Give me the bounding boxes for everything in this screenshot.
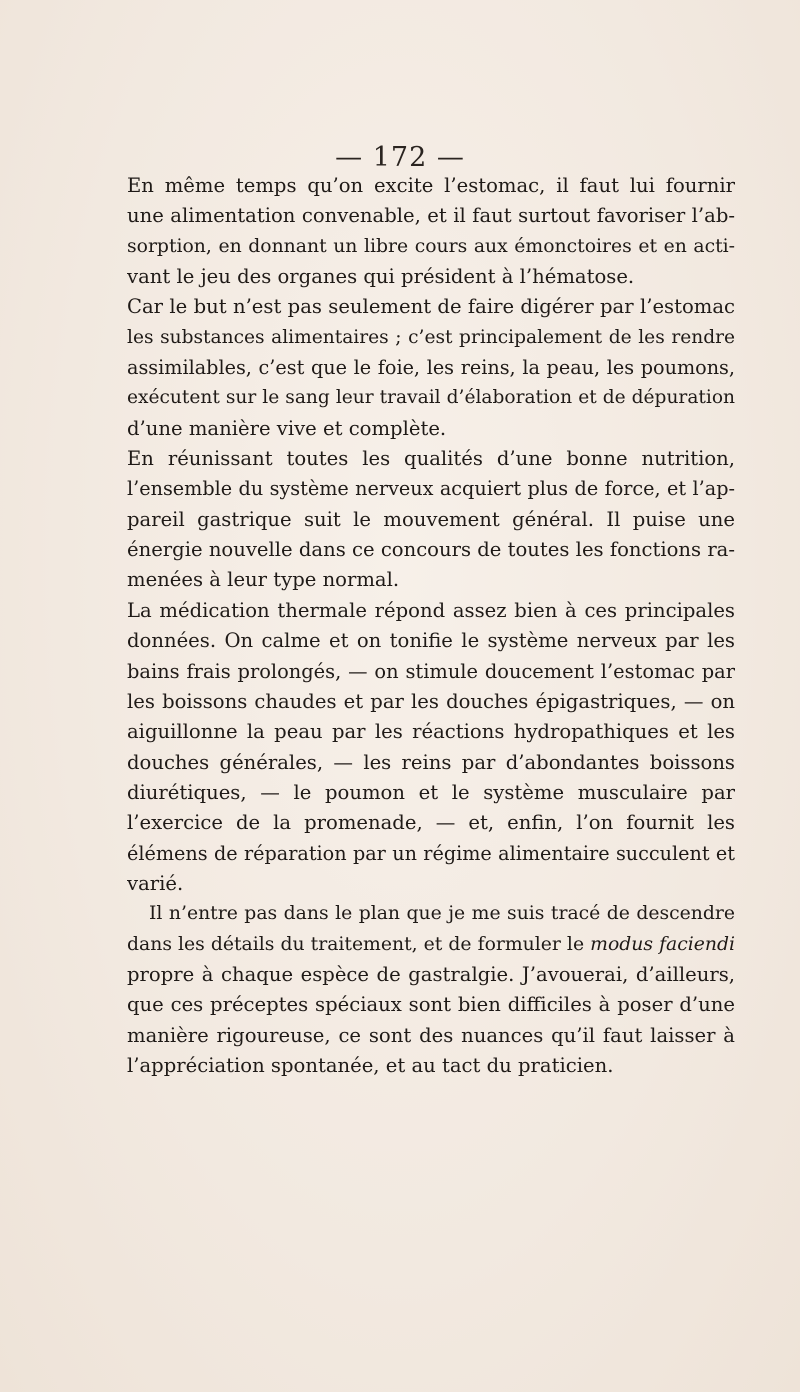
- text-line-content: Car le but n’est pas seulement de faire digérer par l’estomac: [127, 295, 735, 319]
- text-line-content: pareil gastrique suit le mouvement général. Il puise une: [127, 507, 735, 531]
- text-line: [127, 383, 735, 413]
- text-line: [127, 748, 735, 778]
- text-line: [127, 778, 735, 808]
- text-line: [127, 201, 735, 231]
- text-line-content: l’appréciation spontanée, et au tact du praticien.: [127, 1053, 614, 1077]
- text-line-content: douches générales, — les reins par d’abondantes boissons: [127, 750, 735, 774]
- text-line-content: d’une manière vive et complète.: [127, 416, 447, 440]
- text-line-content: dans les détails du traitement, et de formuler le: [127, 933, 591, 955]
- text-line-content: que ces préceptes spéciaux sont bien difficiles à poser d’une: [127, 993, 735, 1017]
- text-line-content: les substances alimentaires ; c’est principalement de les rendre: [127, 326, 735, 348]
- text-line-content: menées à leur type normal.: [127, 568, 400, 592]
- text-line-content: énergie nouvelle dans ce concours de toutes les fonctions ra-: [127, 538, 735, 562]
- text-line-content: l’ensemble du système nerveux acquiert plus de force, et l’ap-: [127, 477, 735, 501]
- text-line-content: l’exercice de la promenade, — et, enfin, l’on fournit les: [127, 811, 735, 835]
- text-line: [127, 353, 735, 383]
- text-line-content: La médication thermale répond assez bien à ces principales: [127, 598, 735, 622]
- text-line: [127, 869, 735, 899]
- text-line-content: exécutent sur le sang leur travail d’élaboration et de dépuration: [127, 387, 735, 409]
- text-line: [127, 505, 735, 535]
- text-line-content: En même temps qu’on excite l’estomac, il faut lui fournir: [127, 174, 735, 197]
- text-line: [127, 414, 735, 444]
- text-line-content: assimilables, c’est que le foie, les reins, la peau, les poumons,: [127, 356, 735, 380]
- text-line: [127, 232, 735, 262]
- page-number: — 172 —: [335, 142, 465, 173]
- text-line-content: manière rigoureuse, ce sont des nuances qu’il faut laisser à: [127, 1023, 735, 1047]
- text-line: [127, 960, 735, 990]
- text-line-content: une alimentation convenable, et il faut surtout favoriser l’ab-: [127, 204, 735, 228]
- text-line: [127, 1051, 735, 1081]
- text-line: [127, 930, 735, 960]
- text-line-content: vant le jeu des organes qui président à l’hématose.: [127, 265, 635, 289]
- text-line-content: aiguillonne la peau par les réactions hydropathiques et les: [127, 720, 735, 744]
- text-line: [127, 565, 735, 595]
- text-line-content: bains frais prolongés, — on stimule doucement l’estomac par: [127, 659, 735, 683]
- text-line-content: Il n’entre pas dans le plan que je me suis tracé de descendre: [149, 903, 735, 925]
- text-line-content: diurétiques, — le poumon et le système musculaire par: [127, 780, 735, 804]
- text-line: [127, 899, 735, 929]
- text-line: [127, 1021, 735, 1051]
- text-line: [127, 657, 735, 687]
- text-line: [127, 717, 735, 747]
- text-line: [127, 687, 735, 717]
- italic-phrase: modus faciendi: [590, 933, 735, 955]
- body-text: [127, 171, 735, 1081]
- text-line-content: propre à chaque espèce de gastralgie. J’avouerai, d’ailleurs,: [127, 962, 735, 986]
- text-line-content: varié.: [127, 871, 184, 895]
- text-line: [127, 596, 735, 626]
- text-line: [127, 323, 735, 353]
- text-line: [127, 990, 735, 1020]
- text-line: [127, 444, 735, 474]
- text-line-content: En réunissant toutes les qualités d’une bonne nutrition,: [127, 447, 735, 471]
- text-line: [127, 171, 735, 201]
- text-line-content: les boissons chaudes et par les douches épigastriques, — on: [127, 689, 735, 713]
- text-line: [127, 262, 735, 292]
- text-line: [127, 535, 735, 565]
- text-line-content: sorption, en donnant un libre cours aux émonctoires et en acti-: [127, 235, 735, 257]
- text-line-content: données. On calme et on tonifie le système nerveux par les: [127, 629, 735, 653]
- text-line: [127, 839, 735, 869]
- text-line: [127, 474, 735, 504]
- text-line: [127, 292, 735, 322]
- text-line: [127, 626, 735, 656]
- text-line: [127, 808, 735, 838]
- text-line-content: élémens de réparation par un régime alimentaire succulent et: [127, 841, 735, 865]
